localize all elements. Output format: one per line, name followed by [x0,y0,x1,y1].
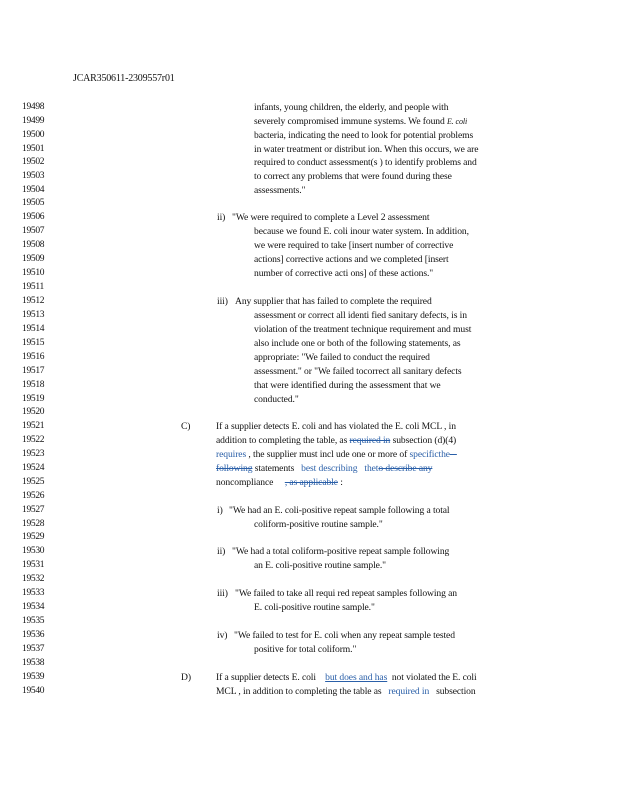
inserted-text: requires [216,449,247,460]
text-line [216,435,456,446]
text-line: If a supplier detects E. coli and has violated the E. coli MCL , in [216,421,456,432]
line-number: 19507 [22,226,45,236]
item-label-C: C) [181,421,191,432]
line-number: 19498 [22,102,45,112]
text-line: "We were required to complete a Level 2 assessment [232,212,430,223]
text-line: coliform-positive routine sample." [254,519,383,530]
deleted-text: o describe any [378,463,433,474]
line-number: 19527 [22,505,45,515]
line-number: 19529 [22,532,45,542]
text-line: because we found E. coli inour water system. In addition, [254,226,469,237]
line-number: 19537 [22,644,45,654]
text-line [216,686,476,697]
item-label-iii: iii) [217,296,228,307]
item-label-i: i) [217,505,223,516]
item-label-ii: ii) [217,212,226,223]
line-number: 19530 [22,546,45,556]
text-line: "We failed to take all requi red repeat samples following an [235,588,457,599]
line-number: 19508 [22,240,45,250]
text-line: also include one or both of the following statements, as [254,338,461,349]
line-number: 19503 [22,171,45,181]
inserted-text: required in [388,686,430,697]
text-span: If a supplier detects E. coli [216,672,316,683]
inserted-text: but does and has [325,672,388,683]
text-line: we were required to take [insert number of corrective [254,240,454,251]
line-number: 19499 [22,116,45,126]
text-span: addition to completing the table, as [216,435,348,446]
text-line: violation of the treatment technique requirement and must [254,324,472,335]
line-number: 19532 [22,574,45,584]
text-line: in water treatment or distribut ion. When this occurs, we are [254,144,479,155]
line-number: 19526 [22,491,45,501]
text-line [216,477,343,488]
line-number: 19528 [22,519,45,529]
line-number: 19538 [22,658,45,668]
text-span: not violated the E. coli [391,672,477,683]
text-span: subsection (d)(4) [392,435,457,446]
line-number: 19524 [22,463,45,473]
text-line: appropriate: "We failed to conduct the required [254,352,430,363]
item-label-ii: ii) [217,546,226,557]
line-number: 19509 [22,254,45,264]
line-number: 19516 [22,352,45,362]
line-number: 19540 [22,686,45,696]
text-line: assessments." [254,185,306,196]
text-line: an E. coli-positive routine sample." [254,560,386,571]
inserted-text: best describing [301,463,358,474]
text-span: , the supplier must incl ude one or more of [248,449,408,460]
text-line: assessment." or "We failed tocorrect all sanitary defects [254,366,462,377]
line-number: 19533 [22,588,45,598]
deleted-text: , as applicable [284,477,338,488]
text-line: "We had an E. coli-positive repeat sample following a total [229,505,450,516]
text-line: number of corrective acti ons] of these actions." [254,268,434,279]
text-line: assessment or correct all identi fied sanitary defects, is in [254,310,467,321]
text-span: statements [254,463,295,474]
ecoli-italic: E. coli [446,117,468,126]
item-label-D: D) [181,672,191,683]
text-span: : [340,477,343,488]
line-number: 19536 [22,630,45,640]
text-span: subsection [436,686,476,697]
text-line [254,116,467,127]
document-header: JCAR350611-2309557r01 [73,73,175,84]
text-line [216,449,457,460]
text-line: that were identified during the assessment that we [254,380,441,391]
line-number: 19512 [22,296,45,306]
line-number: 19531 [22,560,45,570]
text-line: infants, young children, the elderly, and people with [254,102,449,113]
line-number: 19520 [22,407,45,417]
line-number: 19505 [22,198,45,208]
text-span: severely compromised immune systems. We found [254,116,445,127]
line-number: 19514 [22,324,45,334]
inserted-text: specificthe [409,449,450,460]
line-number: 19521 [22,421,45,431]
deleted-text: required in [349,435,391,446]
line-number: 19525 [22,477,45,487]
line-number: 19518 [22,380,45,390]
line-number: 19517 [22,366,45,376]
text-line: to correct any problems that were found during these [254,171,452,182]
text-line: "We had a total coliform-positive repeat sample following [232,546,450,557]
line-number: 19515 [22,338,45,348]
inserted-text: thet [364,463,379,474]
line-number: 19519 [22,394,45,404]
text-line: "We failed to test for E. coli when any repeat sample tested [234,630,455,641]
text-line: Any supplier that has failed to complete the required [235,296,432,307]
line-number: 19510 [22,268,45,278]
item-label-iii: iii) [217,588,228,599]
text-line: conducted." [254,394,299,405]
text-line [216,672,477,683]
line-number: 19513 [22,310,45,320]
line-number: 19500 [22,130,45,140]
deleted-text: following [216,463,253,474]
line-number: 19534 [22,602,45,612]
line-number: 19506 [22,212,45,222]
text-line: actions] corrective actions and we completed [insert [254,254,449,265]
text-span: noncompliance [216,477,274,488]
text-line [216,463,432,474]
line-number: 19501 [22,144,45,154]
line-number: 19523 [22,449,45,459]
line-number: 19535 [22,616,45,626]
text-line: positive for total coliform." [254,644,357,655]
line-number: 19504 [22,185,45,195]
text-line: bacteria, indicating the need to look for potential problems [254,130,474,141]
text-line: required to conduct assessment(s ) to identify problems and [254,157,477,168]
deleted-text: ​ [449,449,457,460]
line-number: 19511 [22,282,44,292]
text-span: MCL , in addition to completing the table as [216,686,382,697]
item-label-iv: iv) [217,630,228,641]
text-line: E. coli-positive routine sample." [254,602,375,613]
line-number: 19539 [22,672,45,682]
line-number: 19522 [22,435,45,445]
line-number: 19502 [22,157,45,167]
